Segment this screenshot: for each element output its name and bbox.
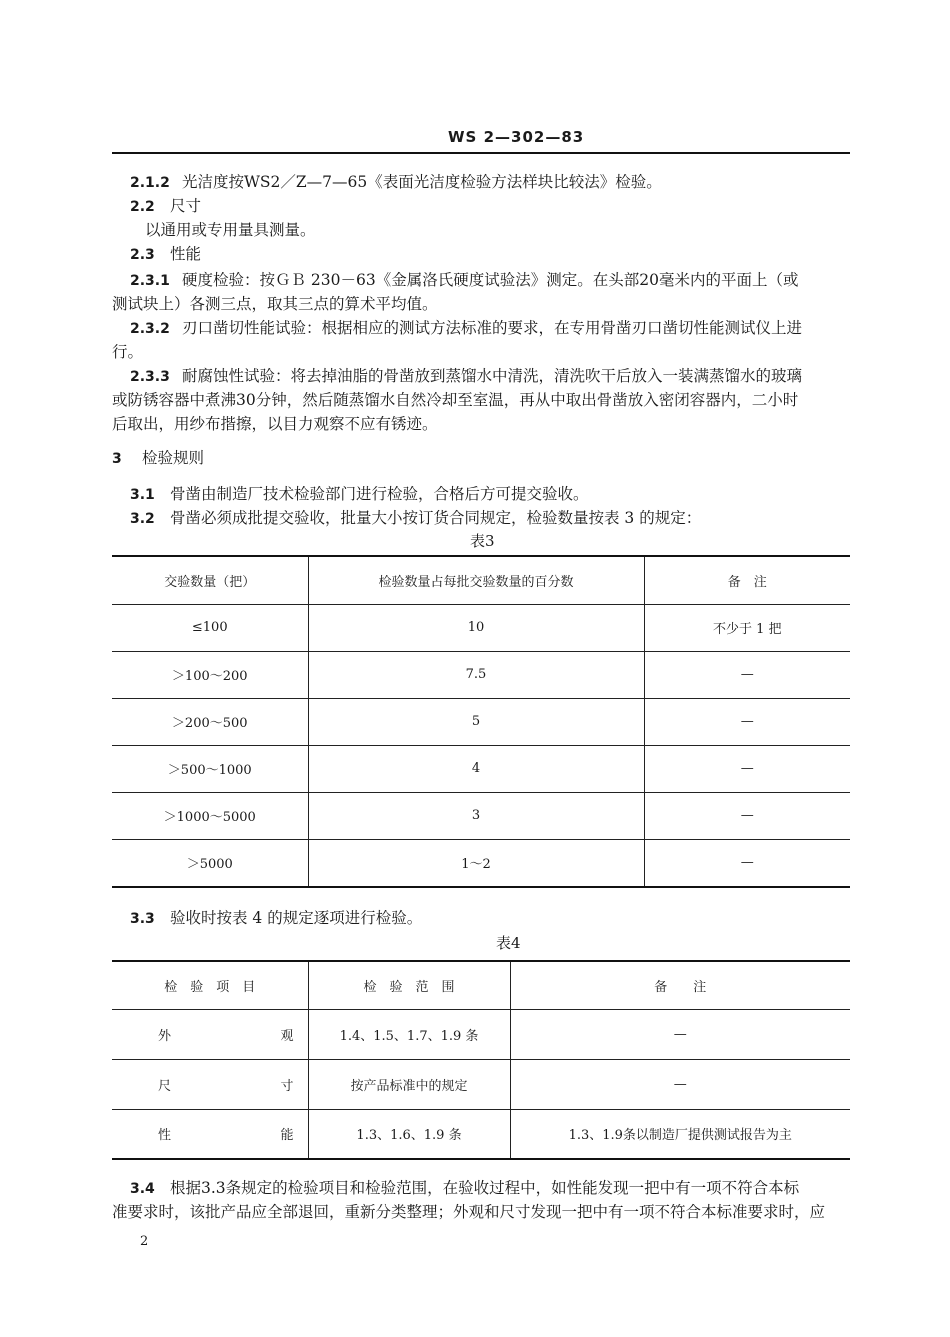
- clause-title: 尺寸: [170, 197, 202, 215]
- clause-2-3-3-line2: 或防锈容器中煮沸30分钟，然后随蒸馏水自然冷却至室温，再从中取出骨凿放入密闭容器内，二小时: [112, 391, 799, 409]
- clause-text: 刃口凿切性能试验：根据相应的测试方法标准的要求，在专用骨凿刃口凿切性能测试仪上进: [182, 319, 803, 337]
- table3-cell: —: [644, 651, 850, 698]
- clause-number: 2.3.3: [130, 369, 170, 385]
- table3-cell: —: [644, 839, 850, 887]
- clause-text: 骨凿必须成批提交验收，批量大小按订货合同规定，检验数量按表 3 的规定：: [170, 509, 702, 527]
- clause-2-3-1-line2: 测试块上）各测三点，取其三点的算术平均值。: [112, 295, 438, 313]
- table-row: [112, 839, 850, 887]
- table4-header-row: [112, 961, 850, 1009]
- clause-text: 验收时按表 4 的规定逐项进行检验。: [170, 909, 423, 927]
- table4-item-cell: [112, 1109, 308, 1159]
- table-row: [112, 1009, 850, 1059]
- item-char: 尺: [158, 1078, 172, 1094]
- table3-cell: —: [644, 792, 850, 839]
- table4-cell: —: [510, 1059, 850, 1109]
- clause-number: 2.3.2: [130, 321, 170, 337]
- table4-cell: —: [510, 1009, 850, 1059]
- table4-cell: 1.3、1.9条以制造厂提供测试报告为主: [510, 1109, 850, 1159]
- item-char: 性: [158, 1128, 172, 1144]
- clause-number: 2.3.1: [130, 273, 170, 289]
- table3-cell: 5: [308, 698, 644, 745]
- item-char: 能: [280, 1128, 294, 1144]
- clause-2-3-3-line3: 后取出，用纱布揩擦，以目力观察不应有锈迹。: [112, 415, 438, 433]
- table4-header-range: 检 验 范 围: [308, 961, 510, 1009]
- table3-cell: ≤100: [112, 604, 308, 651]
- item-char: 寸: [280, 1078, 294, 1094]
- table3-cell: ＞500～1000: [112, 745, 308, 792]
- table3-cell: ＞100～200: [112, 651, 308, 698]
- table3-cell: 4: [308, 745, 644, 792]
- table3-header-note: 备 注: [644, 556, 850, 604]
- clause-number: 2.2: [130, 199, 155, 215]
- clause-2-3-heading: [130, 242, 201, 267]
- table3-cell: 不少于 1 把: [644, 604, 850, 651]
- table4-cell: 1.3、1.6、1.9 条: [308, 1109, 510, 1159]
- clause-3-4-line1: [130, 1176, 799, 1201]
- table3-header-row: [112, 556, 850, 604]
- clause-2-3-1-line1: [130, 268, 798, 293]
- table3-cell: ＞200～500: [112, 698, 308, 745]
- table4-header-item: 检 验 项 目: [112, 961, 308, 1009]
- table-row: [112, 651, 850, 698]
- table3-cell: —: [644, 698, 850, 745]
- clause-number: 2.3: [130, 247, 155, 263]
- table4-header-note: 备 注: [510, 961, 850, 1009]
- clause-2-3-2-line1: [130, 316, 802, 341]
- clause-2-2-text: 以通用或专用量具测量。: [145, 221, 316, 239]
- table3-cell: —: [644, 745, 850, 792]
- clause-2-3-3-line1: [130, 364, 802, 389]
- table3: [112, 555, 850, 888]
- clause-text: 骨凿由制造厂技术检验部门进行检验，合格后方可提交验收。: [170, 485, 589, 503]
- table4-item-cell: [112, 1059, 308, 1109]
- clause-3-4-line2: 准要求时，该批产品应全部退回，重新分类整理；外观和尺寸发现一把中有一项不符合本标准要求时，应: [112, 1203, 826, 1221]
- section-title: 检验规则: [142, 449, 205, 467]
- section-number: 3: [112, 451, 122, 467]
- clause-3-3: [130, 906, 422, 931]
- table4-cell: 按产品标准中的规定: [308, 1059, 510, 1109]
- table4-item-cell: [112, 1009, 308, 1059]
- table3-caption: 表3: [470, 532, 495, 550]
- page-header: [0, 128, 950, 152]
- clause-number: 3.2: [130, 511, 155, 527]
- table4: [112, 960, 850, 1160]
- clause-2-3-2-line2: 行。: [112, 343, 144, 361]
- clause-text: 光洁度按WS2／Z—7—65《表面光洁度检验方法样块比较法》检验。: [182, 173, 662, 191]
- page-number: 2: [140, 1234, 149, 1249]
- table4-caption: 表4: [496, 934, 521, 952]
- table3-cell: ＞1000～5000: [112, 792, 308, 839]
- table-row: [112, 1109, 850, 1159]
- table3-cell: ＞5000: [112, 839, 308, 887]
- item-char: 外: [158, 1028, 172, 1044]
- document-code: WS 2—302—83: [448, 128, 585, 146]
- table3-cell: 7.5: [308, 651, 644, 698]
- clause-2-2-heading: [130, 194, 201, 219]
- clause-text: 硬度检验：按ＧＢ 230－63《金属洛氏硬度试验法》测定。在头部20毫米内的平面上（或: [182, 271, 799, 289]
- clause-number: 3.4: [130, 1181, 155, 1197]
- clause-number: 3.1: [130, 487, 155, 503]
- section-3-heading: [112, 446, 204, 471]
- clause-title: 性能: [170, 245, 202, 263]
- clause-3-1: [130, 482, 589, 507]
- table3-header-quantity: 交验数量（把）: [112, 556, 308, 604]
- table3-cell: 10: [308, 604, 644, 651]
- table3-cell: 3: [308, 792, 644, 839]
- clause-number: 2.1.2: [130, 175, 170, 191]
- table-row: [112, 698, 850, 745]
- table3-cell: 1～2: [308, 839, 644, 887]
- table-row: [112, 745, 850, 792]
- clause-3-2: [130, 506, 701, 531]
- table-row: [112, 604, 850, 651]
- table4-cell: 1.4、1.5、1.7、1.9 条: [308, 1009, 510, 1059]
- table-row: [112, 792, 850, 839]
- item-char: 观: [280, 1028, 294, 1044]
- clause-text: 耐腐蚀性试验：将去掉油脂的骨凿放到蒸馏水中清洗，清洗吹干后放入一装满蒸馏水的玻璃: [182, 367, 803, 385]
- table3-header-percent: 检验数量占每批交验数量的百分数: [308, 556, 644, 604]
- clause-2-1-2: [130, 170, 662, 195]
- table-row: [112, 1059, 850, 1109]
- header-rule: [112, 152, 850, 154]
- clause-text: 根据3.3条规定的检验项目和检验范围，在验收过程中，如性能发现一把中有一项不符合本标: [170, 1179, 800, 1197]
- clause-number: 3.3: [130, 911, 155, 927]
